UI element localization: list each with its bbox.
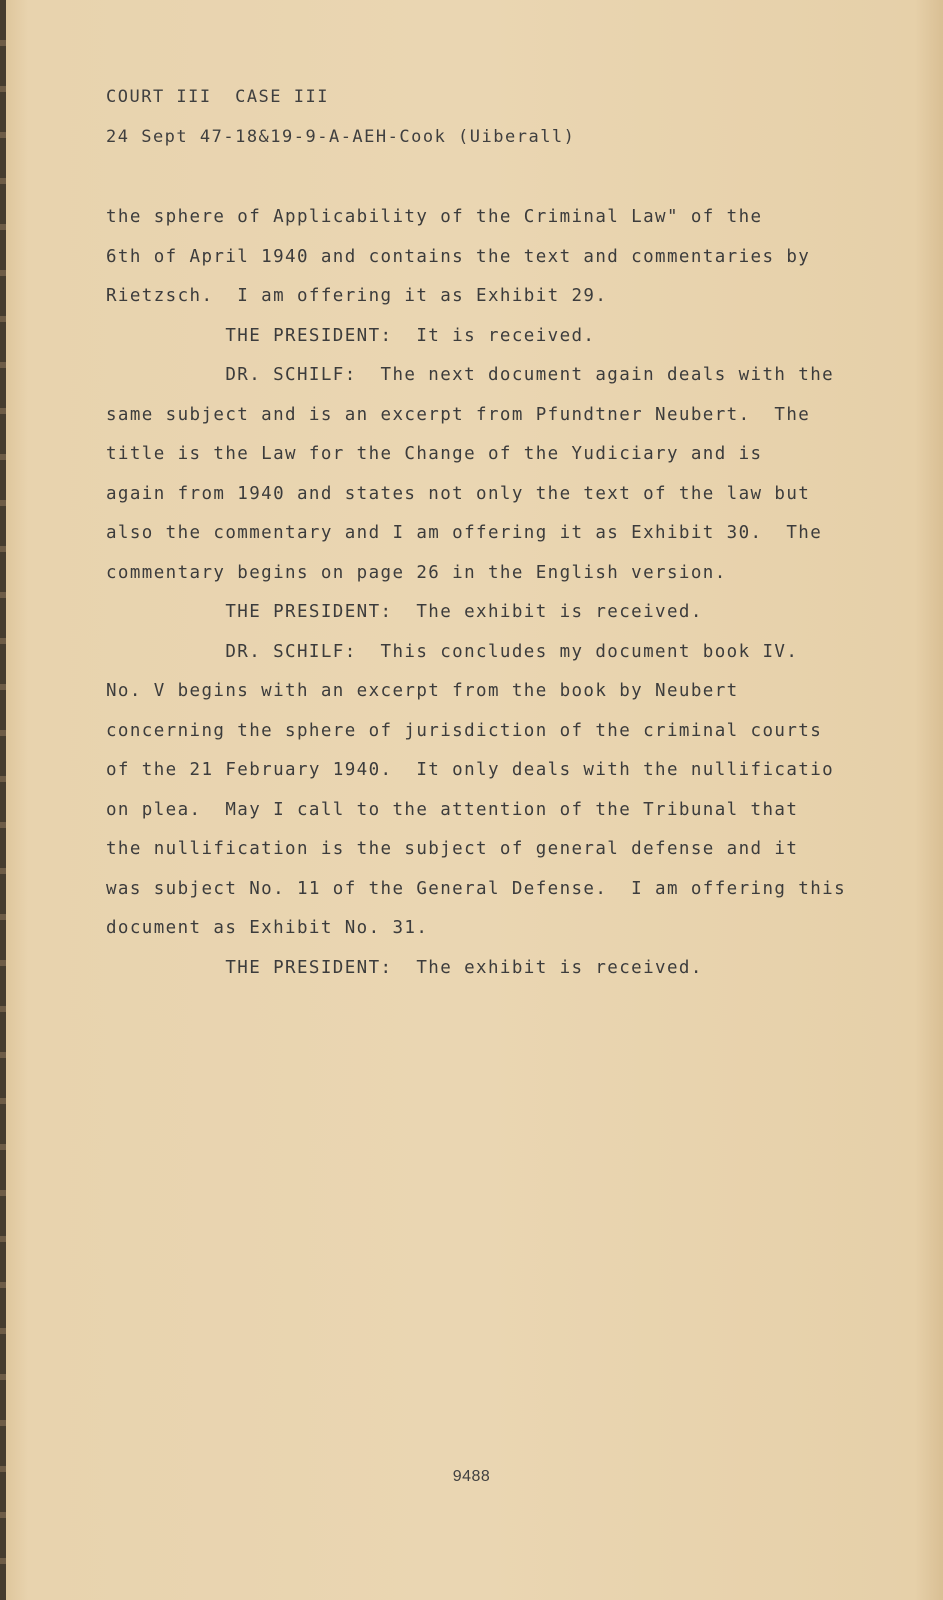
transcript-line: commentary begins on page 26 in the English version. (106, 562, 727, 583)
transcript-line: No. V begins with an excerpt from the book by Neubert (106, 681, 739, 701)
page-number: 9488 (452, 1468, 491, 1485)
transcript-line: concerning the sphere of jurisdiction of the criminal courts (106, 720, 823, 741)
transcript-line: Rietzsch. I am offering it as Exhibit 29. (106, 286, 608, 306)
transcript-line: title is the Law for the Change of the Yudiciary and is (106, 444, 763, 464)
case-heading: COURT III CASE III (106, 87, 329, 107)
document-header (106, 86, 575, 166)
transcript-body (106, 205, 896, 995)
transcript-line: DR. SCHILF: This concludes my document book IV. (106, 641, 799, 662)
transcript-line: the sphere of Applicability of the Criminal Law" of the (106, 207, 763, 227)
transcript-line: 6th of April 1940 and contains the text and commentaries by (106, 246, 811, 267)
transcript-line: again from 1940 and states not only the text of the law but (106, 483, 811, 504)
transcript-line: DR. SCHILF: The next document again deals with the (106, 365, 835, 385)
transcript-line: THE PRESIDENT: It is received. (106, 325, 596, 346)
transcript-line: THE PRESIDENT: The exhibit is received. (106, 957, 703, 978)
transcript-line: the nullification is the subject of general defense and it (106, 839, 799, 859)
transcript-line: of the 21 February 1940. It only deals with the nullificatio (106, 760, 835, 780)
transcript-line: document as Exhibit No. 31. (106, 918, 429, 938)
session-reference: 24 Sept 47-18&19-9-A-AEH-Cook (Uiberall) (106, 127, 576, 147)
transcript-line: same subject and is an excerpt from Pfundtner Neubert. The (106, 404, 811, 425)
transcript-line: was subject No. 11 of the General Defense. I am offering this (106, 878, 847, 899)
binding-edge (0, 0, 6, 1600)
transcript-line: THE PRESIDENT: The exhibit is received. (106, 602, 703, 622)
transcript-line: also the commentary and I am offering it as Exhibit 30. The (106, 523, 823, 543)
transcript-line: on plea. May I call to the attention of the Tribunal that (106, 799, 799, 820)
